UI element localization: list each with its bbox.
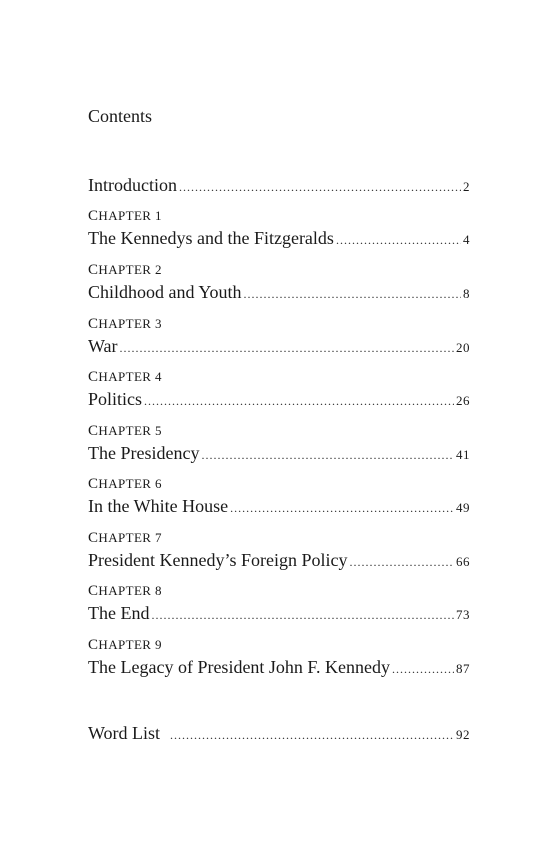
chapter-label-1: CHAPTER 1 [88, 208, 162, 224]
toc-entry-page: 26 [456, 393, 470, 408]
toc-entry-chapter-1[interactable] [88, 227, 470, 251]
dot-leader [392, 658, 454, 680]
toc-entry-chapter-7[interactable] [88, 549, 470, 573]
toc-entry-page: 73 [456, 607, 470, 622]
chapter-label-6: CHAPTER 6 [88, 476, 162, 492]
toc-entry-chapter-6[interactable] [88, 495, 470, 519]
dot-leader [336, 229, 461, 251]
toc-entry-chapter-3[interactable] [88, 335, 470, 359]
toc-entry-page: 20 [456, 340, 470, 355]
toc-entry-title: President Kennedy’s Foreign Policy [88, 550, 348, 570]
toc-entry-chapter-5[interactable] [88, 442, 470, 466]
dot-leader [201, 444, 454, 466]
toc-entry-title: The Presidency [88, 443, 200, 463]
toc-entry-page: 8 [463, 286, 470, 301]
toc-entry-chapter-2[interactable] [88, 281, 470, 305]
toc-entry-title: Word List [88, 723, 161, 743]
toc-entry-introduction[interactable] [88, 174, 470, 198]
toc-entry-page: 49 [456, 500, 470, 515]
chapter-label-5: CHAPTER 5 [88, 423, 162, 439]
toc-entry-title: Childhood and Youth [88, 282, 242, 302]
toc-entry-title: Introduction [88, 175, 177, 195]
dot-leader [120, 337, 454, 359]
contents-page [88, 0, 470, 850]
toc-entry-page: 87 [456, 661, 470, 676]
chapter-label-9: CHAPTER 9 [88, 637, 162, 653]
dot-leader [349, 551, 454, 573]
dot-leader [144, 390, 454, 412]
page-title: Contents [88, 106, 153, 126]
dot-leader [244, 283, 461, 305]
toc-entry-title: Politics [88, 389, 143, 409]
toc-entry-title: The Legacy of President John F. Kennedy [88, 657, 390, 677]
chapter-label-3: CHAPTER 3 [88, 316, 162, 332]
toc-entry-page: 92 [456, 727, 470, 742]
dot-leader [179, 176, 461, 198]
dot-leader [170, 724, 454, 746]
chapter-label-7: CHAPTER 7 [88, 530, 162, 546]
toc-entry-title: In the White House [88, 496, 229, 516]
toc-entry-chapter-8[interactable] [88, 602, 470, 626]
toc-entry-page: 4 [463, 232, 470, 247]
toc-entry-title: The End [88, 603, 150, 623]
toc-entry-title: War [88, 336, 118, 356]
chapter-label-2: CHAPTER 2 [88, 262, 162, 278]
dot-leader [230, 497, 454, 519]
chapter-label-4: CHAPTER 4 [88, 369, 162, 385]
toc-entry-chapter-4[interactable] [88, 388, 470, 412]
dot-leader [151, 604, 454, 626]
toc-entry-word-list[interactable] [88, 722, 470, 746]
toc-entry-chapter-9[interactable] [88, 656, 470, 680]
toc-entry-page: 66 [456, 554, 470, 569]
toc-entry-page: 2 [463, 179, 470, 194]
chapter-label-8: CHAPTER 8 [88, 583, 162, 599]
toc-entry-title: The Kennedys and the Fitzgeralds [88, 228, 334, 248]
toc-entry-page: 41 [456, 447, 470, 462]
